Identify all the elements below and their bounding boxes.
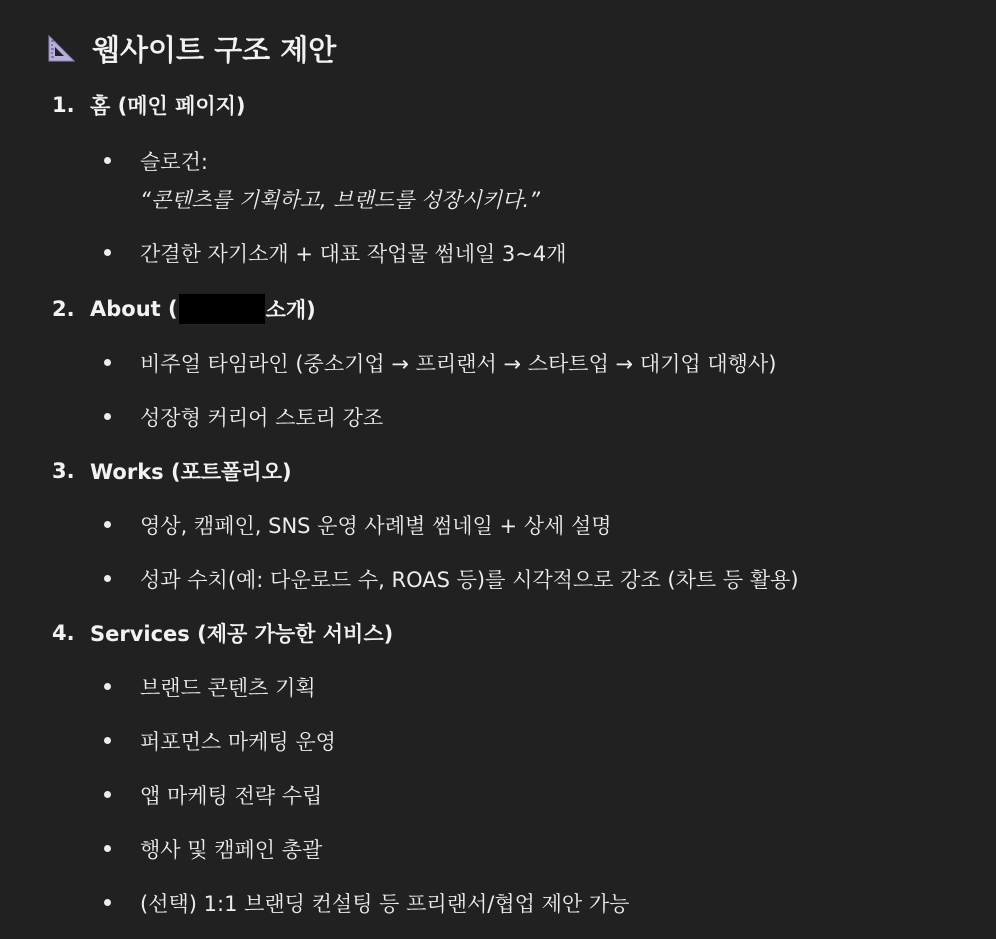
bullet-dot xyxy=(104,683,111,690)
list-item-text: 브랜드 콘텐츠 기획 xyxy=(140,676,316,700)
section-number: 4. xyxy=(52,621,75,645)
list-item-text: 앱 마케팅 전략 수립 xyxy=(140,784,323,808)
section-title: Services (제공 가능한 서비스) xyxy=(90,622,394,646)
section-heading-works xyxy=(52,456,292,486)
redacted-block xyxy=(179,294,265,324)
bullet-dot xyxy=(104,791,111,798)
list-item-text: 슬로건: xyxy=(140,150,208,174)
bullet-dot xyxy=(104,899,111,906)
list-item-text: 행사 및 캠페인 총괄 xyxy=(140,838,323,862)
list-item-text: 퍼포먼스 마케팅 운영 xyxy=(140,730,336,754)
section-title-end: 소개) xyxy=(265,298,316,322)
bullet-dot xyxy=(104,521,111,528)
section-number: 2. xyxy=(52,297,75,321)
section-heading-home xyxy=(52,90,246,120)
section-number: 1. xyxy=(52,93,75,117)
section-heading-about xyxy=(52,294,316,324)
list-item-text: 영상, 캠페인, SNS 운영 사례별 썸네일 + 상세 설명 xyxy=(140,514,612,538)
list-item-text: 비주얼 타임라인 (중소기업 → 프리랜서 → 스타트업 → 대기업 대행사) xyxy=(140,352,777,376)
section-heading-services xyxy=(52,618,393,648)
list-item-text: (선택) 1:1 브랜딩 컨설팅 등 프리랜서/협업 제안 가능 xyxy=(140,892,630,916)
bullet-dot xyxy=(104,249,111,256)
section-title-start: About ( xyxy=(90,297,178,321)
bullet-dot xyxy=(104,575,111,582)
title-row xyxy=(46,26,336,70)
bullet-dot xyxy=(104,359,111,366)
section-title: Works (포트폴리오) xyxy=(90,460,292,484)
list-item-text: 성과 수치(예: 다운로드 수, ROAS 등)를 시각적으로 강조 (차트 등 활용) xyxy=(140,568,799,592)
list-item-text: 간결한 자기소개 + 대표 작업물 썸네일 3~4개 xyxy=(140,242,567,266)
list-item-text: 성장형 커리어 스토리 강조 xyxy=(140,406,384,430)
bullet-dot xyxy=(104,845,111,852)
section-title: 홈 (메인 페이지) xyxy=(90,94,246,118)
bullet-dot xyxy=(104,737,111,744)
bullet-dot xyxy=(104,157,111,164)
bullet-dot xyxy=(104,413,111,420)
slogan-quote: “콘텐츠를 기획하고, 브랜드를 성장시키다.” xyxy=(140,188,540,212)
page-title: 웹사이트 구조 제안 xyxy=(92,32,337,67)
section-number: 3. xyxy=(52,459,75,483)
triangular-ruler-icon xyxy=(46,32,78,64)
